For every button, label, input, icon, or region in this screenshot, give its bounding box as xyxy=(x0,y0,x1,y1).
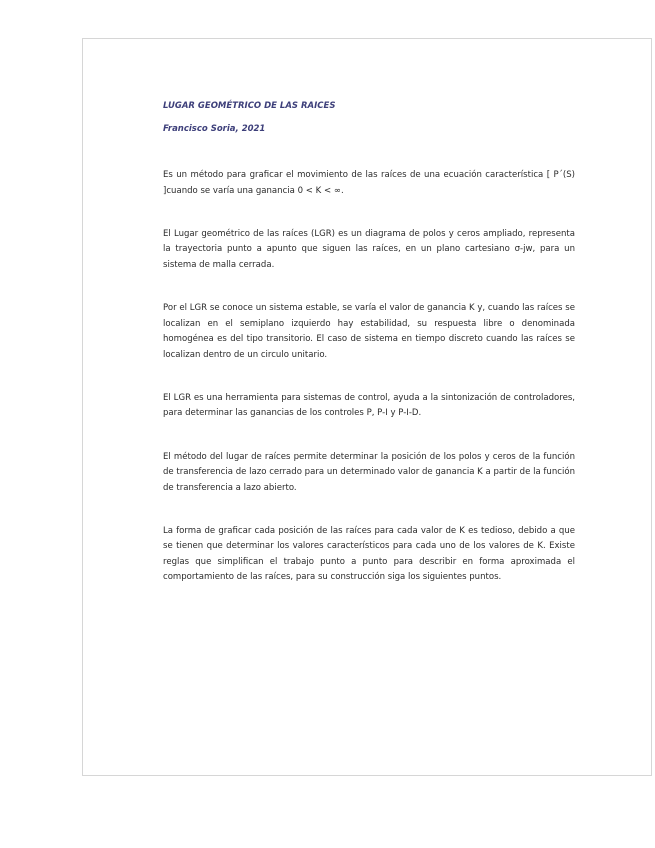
document-page xyxy=(82,38,652,776)
page-content xyxy=(163,101,575,614)
paragraph: El Lugar geométrico de las raíces (LGR) es un diagrama de polos y ceros ampliado, representa la trayectoria punto a apunto que siguen las raíces, en un plano cartesiano σ-jw, para un sistema de malla cerrada. xyxy=(163,229,575,270)
document-title: LUGAR GEOMÉTRICO DE LAS RAICES xyxy=(163,101,336,111)
paragraph: El método del lugar de raíces permite determinar la posición de los polos y ceros de la función de transferencia de lazo cerrado para un determinado valor de ganancia K a partir de la función de transferencia a lazo abierto. xyxy=(163,451,575,493)
paragraph: La forma de graficar cada posición de las raíces para cada valor de K es tedioso, debido a que se tienen que determinar los valores característicos para cada uno de los valores de K. Existe reglas que simplifican el trabajo punto a punto para describir en forma aproximada el comportamiento de las raíces, para su construcción siga los siguientes puntos. xyxy=(163,525,575,583)
paragraph: Es un método para graficar el movimiento de las raíces de una ecuación característica [ P´(S) ]cuando se varía una ganancia 0 < K < ∞. xyxy=(163,170,575,196)
paragraph: Por el LGR se conoce un sistema estable, se varía el valor de ganancia K y, cuando las raíces se localizan en el semiplano izquierdo hay estabilidad, su respuesta libre o denominada homogénea es del tipo transitorio. El caso de sistema en tiempo discreto cuando las raíces se localizan dentro de un circulo unitario. xyxy=(163,303,575,360)
document-author: Francisco Soria, 2021 xyxy=(163,123,266,134)
paragraph: El LGR es una herramienta para sistemas de control, ayuda a la sintonización de controladores, para determinar las ganancias de los controles P, P-I y P-I-D. xyxy=(163,392,575,419)
